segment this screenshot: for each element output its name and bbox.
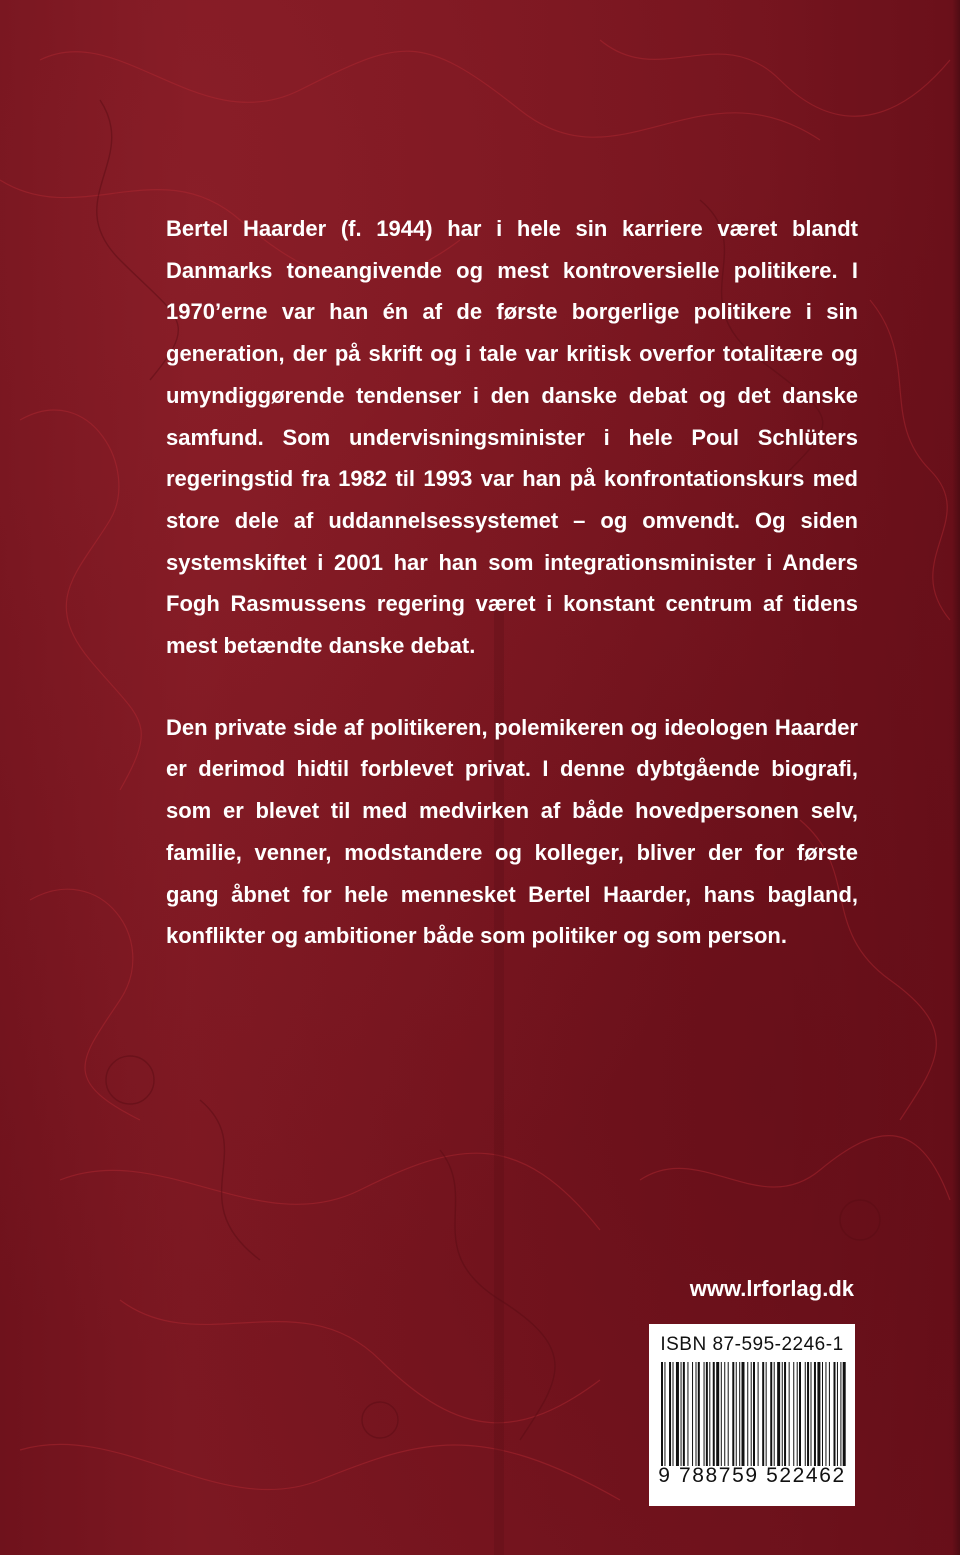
barcode-bars xyxy=(657,1362,847,1466)
spine-edge-shadow xyxy=(952,0,960,1555)
isbn-number: ISBN 87-595-2246-1 xyxy=(660,1334,844,1355)
publisher-website: www.lrforlag.dk xyxy=(689,1276,854,1301)
isbn-barcode xyxy=(649,1324,855,1506)
blurb xyxy=(166,208,858,957)
ean-digits: 9 788759 522462 xyxy=(658,1464,846,1487)
blurb-paragraph-1: Bertel Haarder (f. 1944) har i hele sin karriere været blandt Danmarks toneangivende og mest kontroversielle politikere. I 1970’erne var han én af de første borgerlige politikere i sin generation, der på skrift og i tale var kritisk overfor totalitære og umyndiggørende tendenser i den danske debat og det danske samfund. Som undervisningsminister i hele Poul Schlüters regeringstid fra 1982 til 1993 var han på konfrontationskurs med store dele af uddannelsessystemet – og omvendt. Og siden systemskiftet i 2001 har han som integrationsminister i Anders Fogh Rasmussens regering været i konstant centrum af tidens mest betændte danske debat. xyxy=(166,216,858,659)
blurb-paragraph-2: Den private side af politikeren, polemikeren og ideologen Haarder er derimod hidtil forblevet privat. I denne dybtgående biografi, som er blevet til med medvirken af både hovedpersonen selv, familie, venner, modstandere og kolleger, bliver der for første gang åbnet for hele mennesket Bertel Haarder, hans bagland, konflikter og ambitioner både som politiker og som person. xyxy=(166,714,858,949)
